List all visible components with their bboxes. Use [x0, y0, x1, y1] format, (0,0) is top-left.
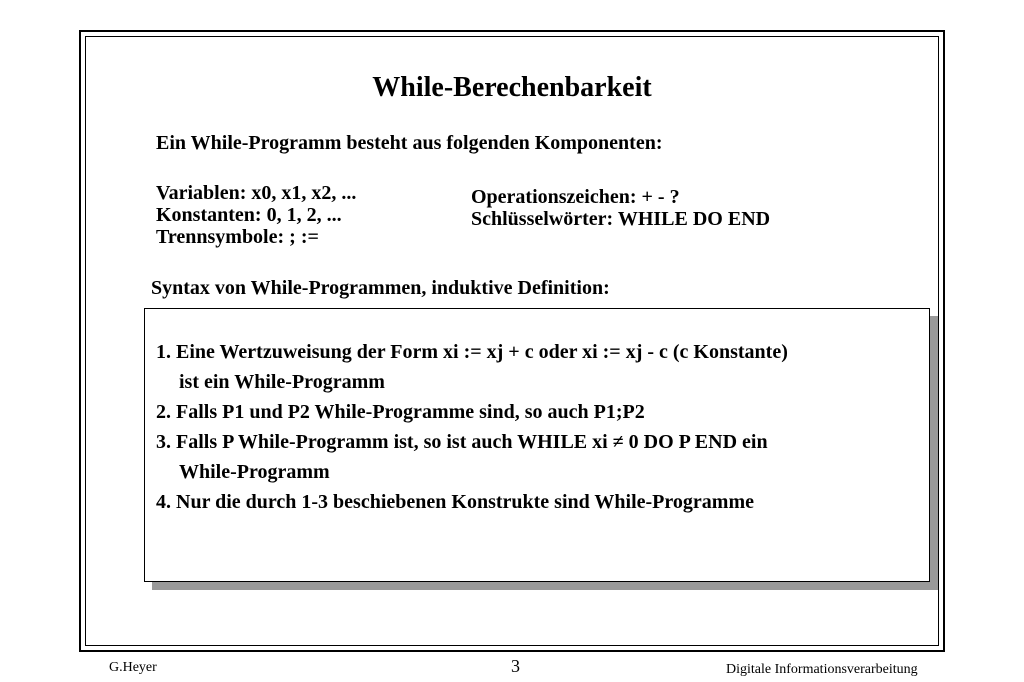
operators-line: Operationszeichen: + - ?: [471, 186, 680, 208]
footer-page-number: 3: [511, 656, 520, 676]
definition-item-3-continuation: While-Programm: [179, 461, 330, 483]
definition-item-1-continuation: ist ein While-Programm: [179, 371, 385, 393]
variables-line: Variablen: x0, x1, x2, ...: [156, 182, 357, 204]
slide-title: While-Berechenbarkeit: [372, 72, 652, 103]
components-left-column: [156, 182, 356, 248]
separators-line: Trennsymbole: ; :=: [156, 226, 319, 248]
syntax-heading: Syntax von While-Programmen, induktive Definition:: [151, 277, 610, 299]
definition-item-2: 2. Falls P1 und P2 While-Programme sind, so auch P1;P2: [156, 401, 645, 423]
constants-line: Konstanten: 0, 1, 2, ...: [156, 204, 342, 226]
definition-item-1: 1. Eine Wertzuweisung der Form xi := xj + c oder xi := xj - c (c Konstante): [156, 341, 788, 363]
definition-list: [156, 337, 788, 517]
components-right-column: [471, 186, 770, 230]
definition-item-4: 4. Nur die durch 1-3 beschiebenen Konstrukte sind While-Programme: [156, 491, 754, 513]
footer-author: G.Heyer: [109, 660, 157, 675]
definition-item-3: 3. Falls P While-Programm ist, so ist auch WHILE xi ≠ 0 DO P END ein: [156, 431, 768, 453]
intro-text: Ein While-Programm besteht aus folgenden Komponenten:: [156, 132, 663, 154]
footer-course: Digitale Informationsverarbeitung: [726, 662, 918, 677]
keywords-line: Schlüsselwörter: WHILE DO END: [471, 208, 771, 230]
